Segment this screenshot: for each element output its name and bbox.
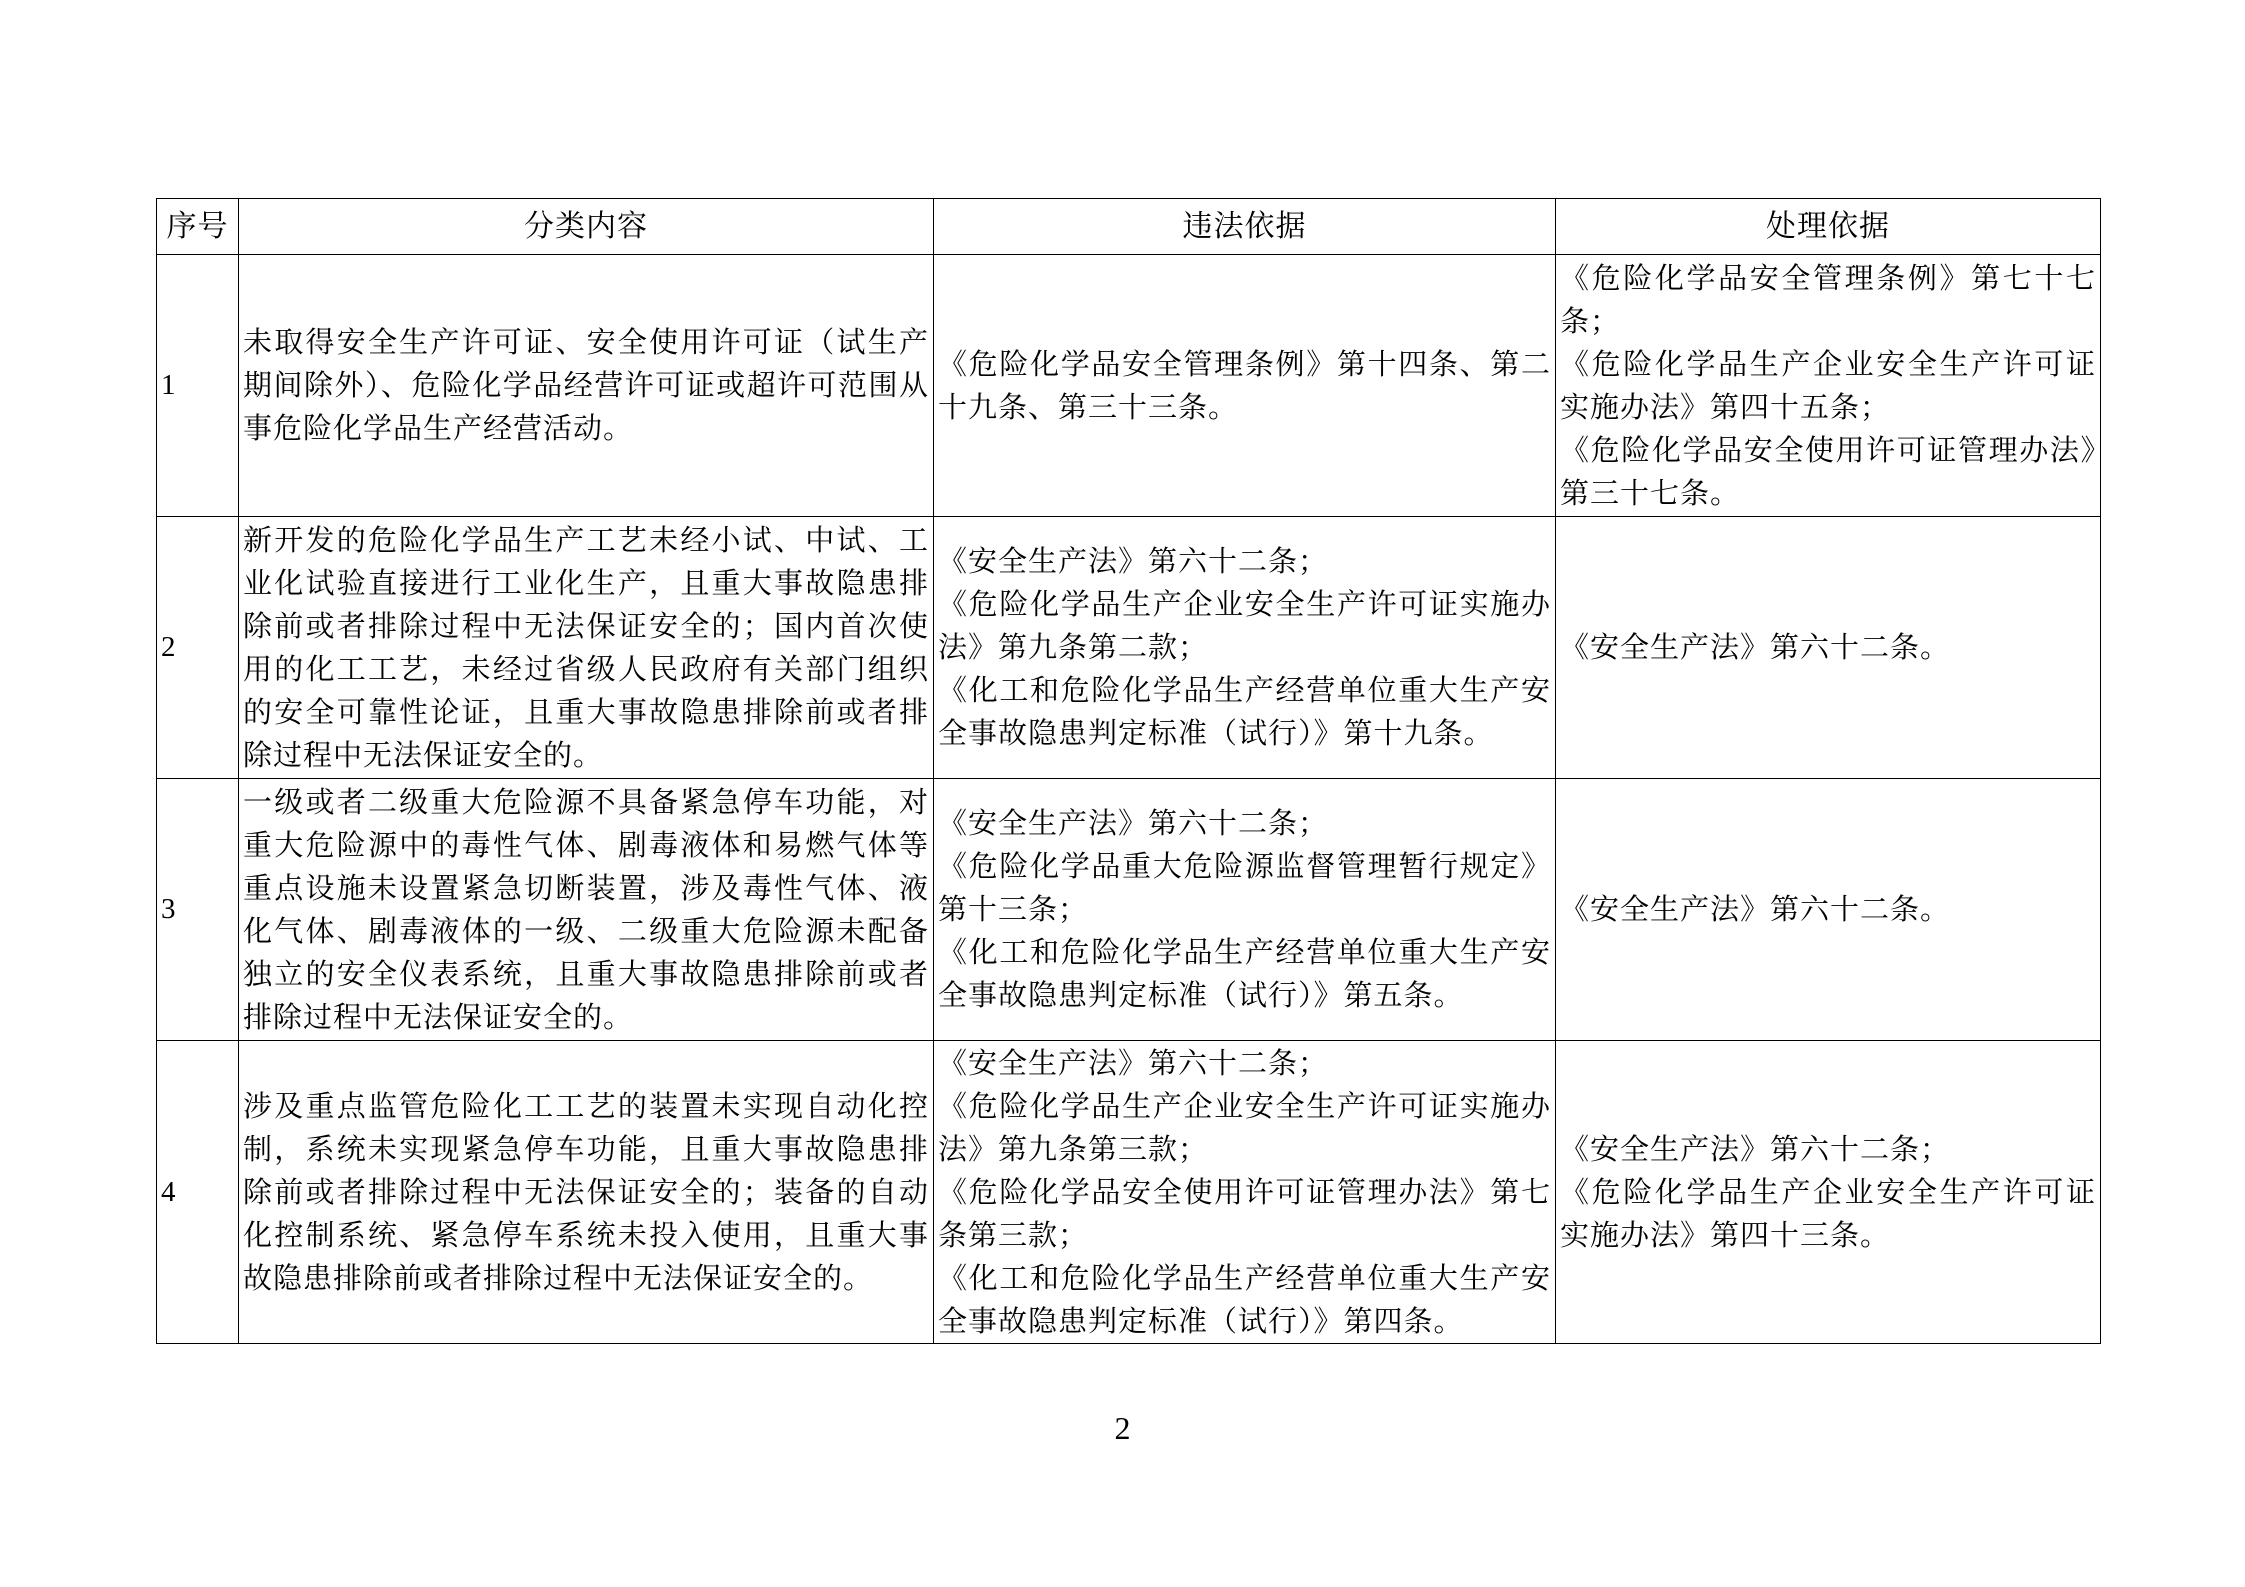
category-cell: 新开发的危险化学品生产工艺未经小试、中试、工业化试验直接进行工业化生产，且重大事故隐患排除前或者排除过程中无法保证安全的；国内首次使用的化工工艺，未经过省级人民政府有关部门组织的安全可靠性论证，且重大事故隐患排除前或者排除过程中无法保证安全的。 (239, 517, 934, 779)
table-row (157, 255, 2101, 517)
violation-basis-item: 《危险化学品生产企业安全生产许可证实施办法》第九条第二款； (938, 587, 1551, 664)
header-handling-basis: 处理依据 (1556, 199, 2101, 255)
table-row (157, 517, 2101, 779)
violation-basis-cell (934, 1041, 1556, 1344)
violation-basis-cell (934, 517, 1556, 779)
header-category: 分类内容 (239, 199, 934, 255)
handling-basis-item: 《危险化学品生产企业安全生产许可证实施办法》第四十五条； (1560, 346, 2096, 424)
header-violation-basis: 违法依据 (934, 199, 1556, 255)
violation-basis-item: 《危险化学品安全使用许可证管理办法》第七条第三款； (938, 1174, 1551, 1252)
row-number: 4 (157, 1041, 239, 1344)
table-row (157, 779, 2101, 1041)
handling-basis-item: 《危险化学品安全使用许可证管理办法》第三十七条。 (1560, 432, 2096, 510)
handling-basis-cell (1556, 779, 2101, 1041)
category-cell: 未取得安全生产许可证、安全使用许可证（试生产期间除外）、危险化学品经营许可证或超许可范围从事危险化学品生产经营活动。 (239, 255, 934, 517)
row-number: 1 (157, 255, 239, 517)
category-cell: 涉及重点监管危险化工工艺的装置未实现自动化控制，系统未实现紧急停车功能，且重大事故隐患排除前或者排除过程中无法保证安全的；装备的自动化控制系统、紧急停车系统未投入使用，且重大事故隐患排除前或者排除过程中无法保证安全的。 (239, 1041, 934, 1344)
violation-basis-item: 《安全生产法》第六十二条； (938, 1045, 1329, 1080)
violation-basis-item: 《化工和危险化学品生产经营单位重大生产安全事故隐患判定标准（试行）》第五条。 (938, 935, 1551, 1012)
row-number: 3 (157, 779, 239, 1041)
violation-basis-cell: 《危险化学品安全管理条例》第十四条、第二十九条、第三十三条。 (934, 255, 1556, 517)
handling-basis-cell (1556, 517, 2101, 779)
regulation-table (156, 198, 2101, 1344)
table-row (157, 1041, 2101, 1344)
handling-basis-item: 《安全生产法》第六十二条； (1560, 1131, 1951, 1166)
handling-basis-cell (1556, 1041, 2101, 1344)
handling-basis-item: 《安全生产法》第六十二条。 (1560, 892, 1951, 926)
violation-basis-item: 《安全生产法》第六十二条； (938, 806, 1329, 840)
handling-basis-item: 《安全生产法》第六十二条。 (1560, 630, 1951, 664)
page-number: 2 (1114, 1410, 1131, 1446)
violation-basis-item: 《化工和危险化学品生产经营单位重大生产安全事故隐患判定标准（试行）》第十九条。 (938, 673, 1551, 750)
category-cell: 一级或者二级重大危险源不具备紧急停车功能，对重大危险源中的毒性气体、剧毒液体和易燃气体等重点设施未设置紧急切断装置，涉及毒性气体、液化气体、剧毒液体的一级、二级重大危险源未配备独立的安全仪表系统，且重大事故隐患排除前或者排除过程中无法保证安全的。 (239, 779, 934, 1041)
violation-basis-item: 《危险化学品重大危险源监督管理暂行规定》第十三条； (938, 849, 1551, 926)
handling-basis-item: 《危险化学品生产企业安全生产许可证实施办法》第四十三条。 (1560, 1174, 2096, 1252)
handling-basis-cell (1556, 255, 2101, 517)
violation-basis-item: 《安全生产法》第六十二条； (938, 544, 1329, 578)
header-number: 序号 (157, 199, 239, 255)
violation-basis-item: 《化工和危险化学品生产经营单位重大生产安全事故隐患判定标准（试行）》第四条。 (938, 1260, 1551, 1338)
row-number: 2 (157, 517, 239, 779)
violation-basis-item: 《危险化学品生产企业安全生产许可证实施办法》第九条第三款； (938, 1088, 1551, 1166)
handling-basis-item: 《危险化学品安全管理条例》第七十七条； (1560, 260, 2096, 338)
violation-basis-cell (934, 779, 1556, 1041)
table-header-row (157, 199, 2101, 255)
